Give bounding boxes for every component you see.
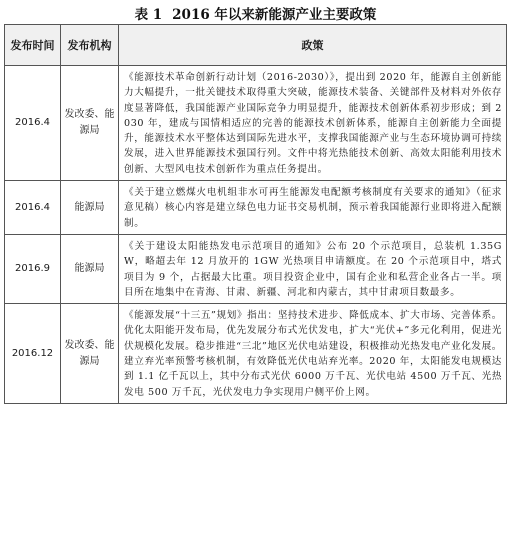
- table-row: [5, 181, 507, 235]
- table-number: 表 1: [134, 7, 163, 23]
- table-row: [5, 304, 507, 404]
- cell-policy: 《关于建设太阳能热发电示范项目的通知》公布 20 个示范项目，总装机 1.35GW，略超去年 12 月放开的 1GW 光热项目申请额度。在 20 个示范项目中，塔式项目为 9 个，占据最大比重。项目投资企业中，国有企业和私营企业各占一半。项目所在地集中在青海、甘肃、新疆、河北和内蒙古，其中甘肃项目数最多。: [119, 234, 507, 303]
- cell-time: 2016.9: [5, 234, 61, 303]
- cell-policy: 《能源技术革命创新行动计划（2016-2030）》，提出到 2020 年，能源自主创新能力大幅提升，一批关键技术取得重大突破，能源技术装备、关键部件及材料对外依存度显著降低，我国能源产业国际竞争力明显提升，能源技术创新体系初步形成；到 2030 年，建成与国情相适应的完善的能源技术创新体系，能源自主创新能力全面提升，能源技术水平整体达到国际先进水平，支撑我国能源产业与生态环境协调可持续发展，进入世界能源技术强国行列。文件中将光热能技术创新、高效太阳能利用技术创新、大型风电技术创新作为重点任务提出。: [119, 66, 507, 181]
- header-time: 发布时间: [5, 25, 61, 66]
- cell-policy: 《关于建立燃煤火电机组非水可再生能源发电配额考核制度有关要求的通知》（征求意见稿）核心内容是建立绿色电力证书交易机制，预示着我国能源行业即将进入配额制。: [119, 181, 507, 235]
- cell-org: 能源局: [61, 181, 119, 235]
- cell-time: 2016.4: [5, 66, 61, 181]
- cell-org: 发改委、能源局: [61, 66, 119, 181]
- header-org: 发布机构: [61, 25, 119, 66]
- table-title: [0, 3, 511, 23]
- table-caption: 2016 年以来新能源产业主要政策: [172, 7, 377, 23]
- cell-policy: 《能源发展“十三五”规划》指出：坚持技术进步、降低成本、扩大市场、完善体系。优化太阳能开发布局，优先发展分布式光伏发电，扩大“光伏+”多元化利用，促进光伏规模化发展。稳步推进“三北”地区光伏电站建设，积极推动光热发电产业化发展。建立弃光率预警考核机制，有效降低光伏电站弃光率。2020 年，太阳能发电规模达到 1.1 亿千瓦以上，其中分布式光伏 6000 万千瓦、光伏电站 4500 万千瓦、光热发电 500 万千瓦，光伏发电力争实现用户侧平价上网。: [119, 304, 507, 404]
- table-row: [5, 234, 507, 303]
- header-policy: 政策: [119, 25, 507, 66]
- cell-time: 2016.4: [5, 181, 61, 235]
- policy-table: [4, 24, 507, 404]
- cell-org: 能源局: [61, 234, 119, 303]
- cell-org: 发改委、能源局: [61, 304, 119, 404]
- table-row: [5, 66, 507, 181]
- cell-time: 2016.12: [5, 304, 61, 404]
- header-row: [5, 25, 507, 66]
